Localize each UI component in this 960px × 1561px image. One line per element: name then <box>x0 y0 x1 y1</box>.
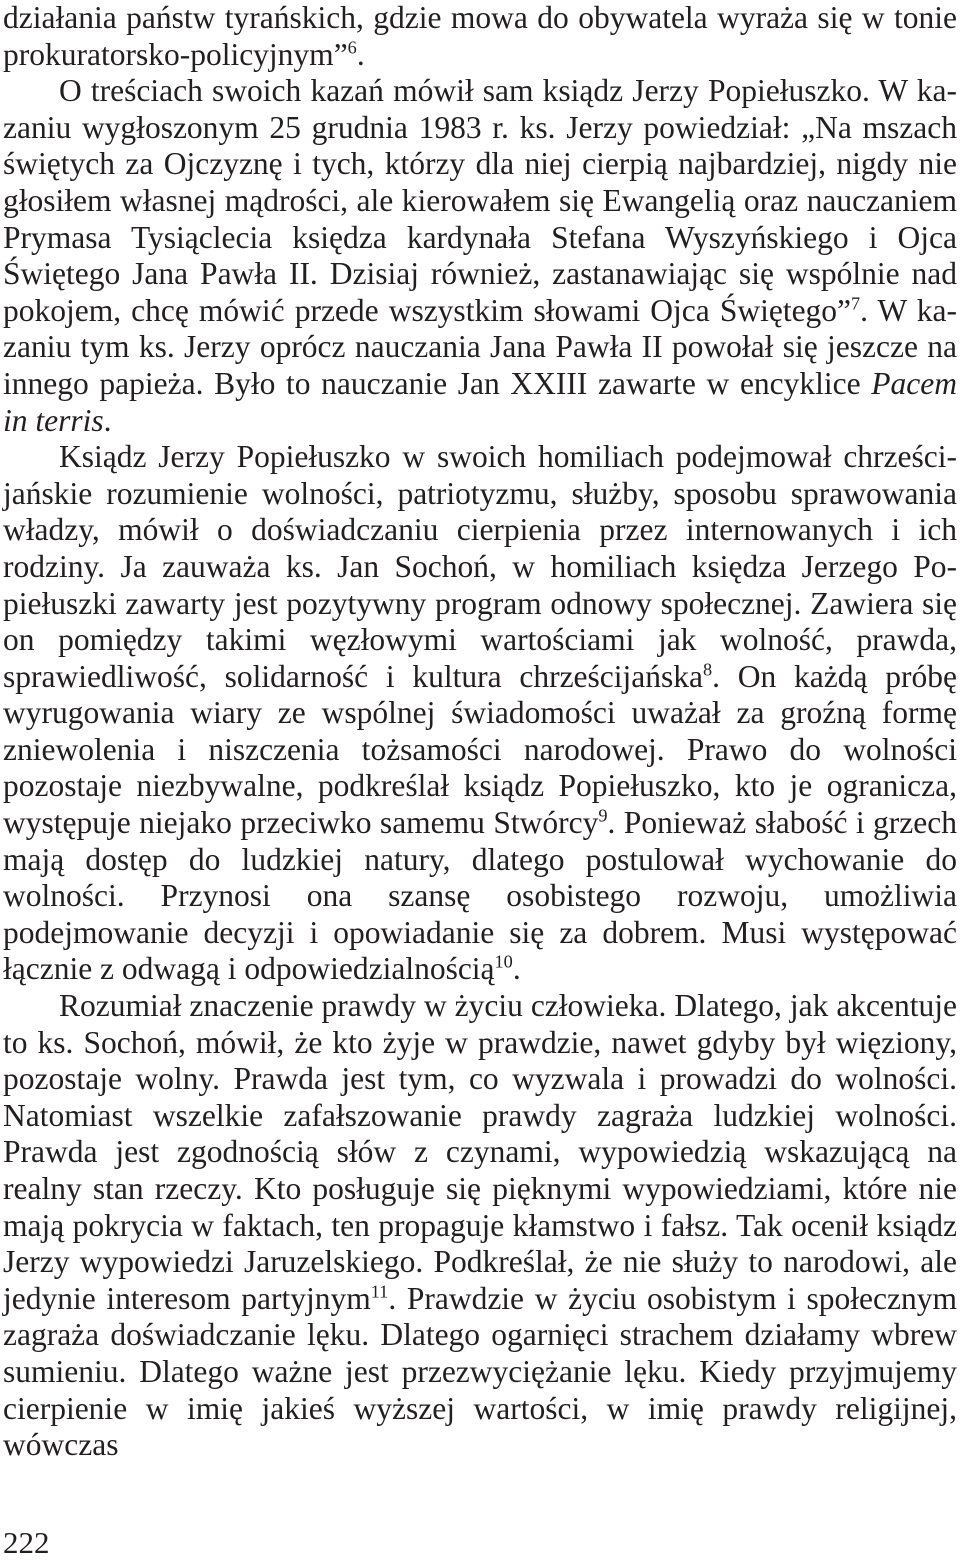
paragraph <box>3 988 957 1464</box>
text-run: . Ponieważ słabość i grzech mają dostęp do ludzkiej natury, dlatego postulował wychowanie do wolności. Przynosi ona szansę osobistego rozwoju, umożliwia podejmowanie decyzji i opowiadanie się za dobrem. Musi występować łącznie z odwagą i odpowiedzialnością <box>3 805 957 987</box>
footnote-reference: 9 <box>598 805 608 826</box>
paragraph <box>3 0 957 73</box>
text-run: . <box>103 402 112 438</box>
paragraph <box>3 73 957 439</box>
text-run: . <box>512 951 521 987</box>
text-run: . Prawdzie w życiu osobistym i społecznym zagraża doświadczanie lęku. Dlatego ogarnięci strachem działamy wbrew sumieniu. Dlatego ważne jest przezwyciężanie lęku. Kiedy przyjmujemy cierpienie w imię jakieś wyższej wartości, w imię prawdy religijnej, wówczas <box>3 1280 957 1463</box>
text-run: działania państw tyrańskich, gdzie mowa do obywatela wyraża się w tonie prokuratorsko-policyjnym” <box>3 0 957 72</box>
text-run: Ksiądz Jerzy Popiełuszko w swoich homiliach podejmował chrześcijańskie rozumienie wolności, patriotyzmu, służby, sposobu sprawowania władzy, mówił o doświadczaniu cierpienia przez internowanych i ich rodziny. Ja zauważa ks. Jan Sochoń, w homiliach księdza Jerzego Popiełuszki zawarty jest pozytywny program odnowy społecznej. Zawiera się on pomiędzy takimi węzłowymi wartościami jak wolność, prawda, sprawiedliwość, solidarność i kultura chrześcijańska <box>3 439 957 694</box>
footnote-reference: 8 <box>703 659 713 680</box>
footnote-reference: 6 <box>347 37 357 58</box>
text-run: . W kazaniu tym ks. Jerzy oprócz nauczania Jana Pawła II powołał się jeszcze na innego papieża. Było to nauczanie Jan XXIII zawarte w encyklice <box>3 292 957 401</box>
italic-title: Pacem in terris <box>3 365 957 438</box>
paragraph <box>3 439 957 988</box>
page-number: 222 <box>3 1525 50 1560</box>
footnote-reference: 10 <box>494 952 513 973</box>
footnote-reference: 11 <box>370 1281 389 1302</box>
footnote-reference: 7 <box>851 293 861 314</box>
text-run: O treściach swoich kazań mówił sam ksiądz Jerzy Popiełuszko. W kazaniu wygłoszonym 25 grudnia 1983 r. ks. Jerzy powiedział: „Na mszach świętych za Ojczyznę i tych, którzy dla niej cierpią najbardziej, nigdy nie głosiłem własnej mądrości, ale kierowałem się Ewangelią oraz nauczaniem Prymasa Tysiąclecia księdza kardynała Stefana Wyszyńskiego i Ojca Świętego Jana Pawła II. Dzisiaj również, zastanawiając się wspólnie nad pokojem, chcę mówić przede wszystkim słowami Ojca Świętego” <box>3 73 957 328</box>
text-run: . <box>356 36 365 72</box>
text-run: . On każdą próbę wyrugowania wiary ze wspólnej świadomości uważał za groźną formę zniewolenia i niszczenia tożsamości narodowej. Prawo do wolności pozostaje niezbywalne, podkreślał ksiądz Popiełuszko, kto je ogranicza, występuje niejako przeciwko samemu Stwórcy <box>3 658 957 841</box>
body-text <box>3 0 957 1464</box>
text-run: Rozumiał znaczenie prawdy w życiu człowieka. Dlatego, jak akcentuje to ks. Sochoń, mówił, że kto żyje w prawdzie, nawet gdyby był więziony, pozostaje wolny. Prawda jest tym, co wyzwala i prowadzi do wolności. Natomiast wszelkie zafałszowanie prawdy zagraża ludzkiej wolności. Prawda jest zgodnością słów z czynami, wypowiedzią wskazującą na realny stan rzeczy. Kto posługuje się pięknymi wypowiedziami, które nie mają pokrycia w faktach, ten propaguje kłamstwo i fałsz. Tak ocenił ksiądz Jerzy wypowiedzi Jaruzelskiego. Podkreślał, że nie służy to narodowi, ale jedynie interesom partyjnym <box>3 988 957 1316</box>
